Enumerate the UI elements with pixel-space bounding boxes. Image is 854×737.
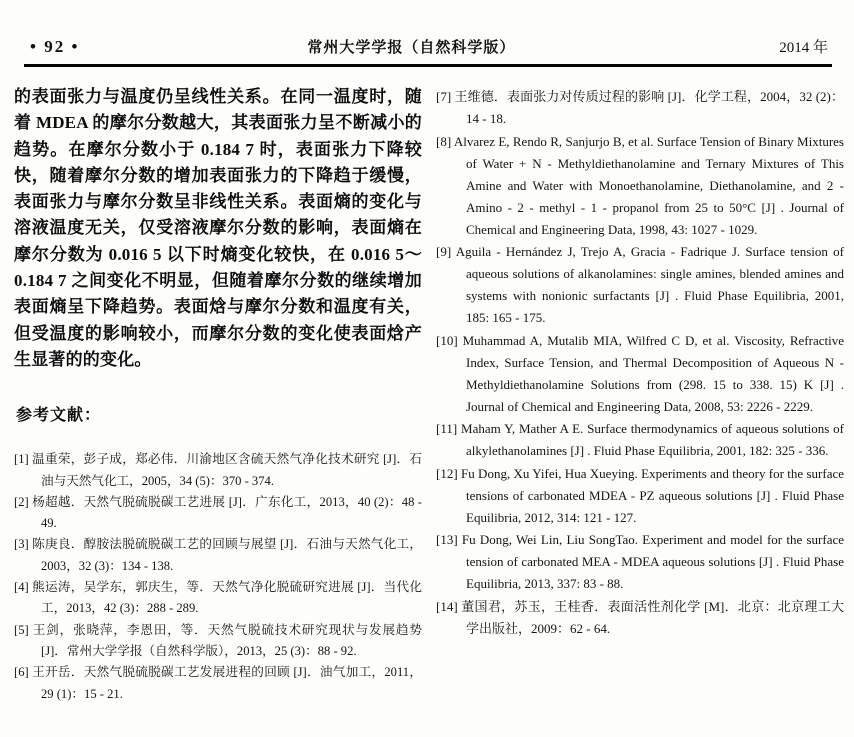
journal-title: 常州大学学报（自然科学版） [307,40,516,56]
publication-year: 2014 年 [779,40,828,56]
reference-number: [1] [14,452,29,467]
reference-item [14,449,422,492]
reference-item [436,596,844,640]
reference-number: [7] [436,89,452,104]
reference-text: 董国君，苏玉，王桂香．表面活性剂化学 [M]．北京：北京理工大学出版社，2009：62 - 64. [461,598,844,636]
body-paragraph: 的表面张力与温度仍呈线性关系。在同一温度时，随着 MDEA 的摩尔分数越大，其表面张力呈不断减小的趋势。在摩尔分数小于 0.184 7 时，表面张力下降较快，随着摩尔分数的增加表面张力的下降趋于缓慢，表面张力与摩尔分数呈非线性关系。表面熵的变化与溶液温度无关，仅受溶液摩尔分数的影响，表面熵在摩尔分数为 0.016 5 以下时熵变化较快，在 0.016 5～0.184 7 之间变化不明显，但随着摩尔分数的继续增加表面熵呈下降趋势。表面焓与摩尔分数和温度有关，但受温度的影响较小，而摩尔分数的变化使表面焓产生显著的的变化。 [14,87,422,369]
reference-number: [8] [436,133,452,149]
reference-text: 王剑，张晓萍，李恩田，等．天然气脱硫技术研究现状与发展趋势 [J]．常州大学学报（自然科学版），2013，25 (3)：88 - 92. [32,622,422,658]
references-list-left [14,449,422,705]
running-head [0,0,854,57]
reference-number: [6] [14,665,29,680]
reference-item [14,534,422,577]
reference-item [14,577,422,620]
reference-item [436,330,844,418]
reference-text: 王维德．表面张力对传质过程的影响 [J]．化学工程，2004，32 (2)：14 - 18. [454,89,845,126]
reference-item [436,418,844,462]
reference-text: Alvarez E, Rendo R, Sanjurjo B, et al. Surface Tension of Binary Mixtures of Water + N - Methyldiethanolamine and Ternary Mixtures of This Amine and Water with Monoethanolamine, Diethanolamine, and 2 - Amino - 2 - methyl - 1 - propanol from 25 to 50°C [J] . Journal of Chemical and Engineering Data, 1998, 43: 1027 - 1029. [453,133,844,237]
reference-number: [14] [436,598,458,614]
reference-item [436,529,844,595]
reference-text: Maham Y, Mather A E. Surface thermodynamics of aqueous solutions of alkylethanolamines [J] . Fluid Phase Equilibria, 2001, 182: 325 - 336. [461,421,844,458]
right-column [436,84,844,705]
page-number: • 92 • [30,37,80,56]
reference-item [14,662,422,705]
reference-item [436,241,844,329]
reference-text: 陈庚良．醇胺法脱硫脱碳工艺的回顾与展望 [J]．石油与天然气化工，2003，32 (3)：134 - 138. [32,537,423,573]
reference-text: 温重荣，彭子成，郑必伟．川渝地区含硫天然气净化技术研究 [J]．石油与天然气化工，2005，34 (5)：370 - 374. [32,452,423,488]
reference-text: Aguila - Hernández J, Trejo A, Gracia - Fadrique J. Surface tension of aqueous solutions of alkanolamines: single amines, blended amines and systems with nonionic surfactants [J] . Fluid Phase Equilibria, 2001, 185: 165 - 175. [455,244,844,325]
reference-number: [4] [14,580,29,595]
reference-item [14,492,422,535]
reference-number: [12] [436,465,458,481]
reference-number: [3] [14,537,29,552]
reference-item [436,86,844,130]
reference-text: 杨超越．天然气脱硫脱碳工艺进展 [J]．广东化工，2013，40 (2)：48 - 49. [32,494,422,531]
reference-text: Muhammad A, Mutalib MIA, Wilfred C D, et al. Viscosity, Refractive Index, Surface Tension, and Thermal Decomposition of Aqueous N - Methyldiethanolamine Solutions from (298. 15 to 338. 15) K [J] . Journal of Chemical and Engineering Data, 2008, 53: 2226 - 2229. [462,332,845,414]
references-heading: 参考文献： [16,407,102,425]
reference-item [436,463,844,529]
reference-text: Fu Dong, Wei Lin, Liu SongTao. Experiment and model for the surface tension of carbonated MEA - MDEA aqueous solutions [J] . Fluid Phase Equilibria, 2013, 337: 83 - 88. [461,532,845,591]
references-list-right [436,86,844,640]
reference-number: [13] [436,532,458,547]
reference-number: [5] [14,622,29,637]
reference-text: 熊运涛，吴学东，郭庆生，等．天然气净化脱硫研究进展 [J]．当代化工，2013，42 (3)：288 - 289. [32,580,423,616]
reference-text: Fu Dong, Xu Yifei, Hua Xueying. Experiments and theory for the surface tensions of carbonated MDEA - PZ aqueous solutions [J] . Fluid Phase Equilibria, 2012, 314: 121 - 127. [461,465,845,525]
reference-number: [11] [436,421,458,436]
reference-text: 王开岳．天然气脱硫脱碳工艺发展进程的回顾 [J]．油气加工，2011，29 (1)：15 - 21. [32,665,422,701]
reference-number: [10] [436,332,458,348]
reference-number: [2] [14,494,29,509]
reference-item [436,131,844,241]
reference-item [14,620,422,663]
reference-number: [9] [436,244,452,259]
left-column [14,84,422,705]
two-column-body [0,67,854,705]
